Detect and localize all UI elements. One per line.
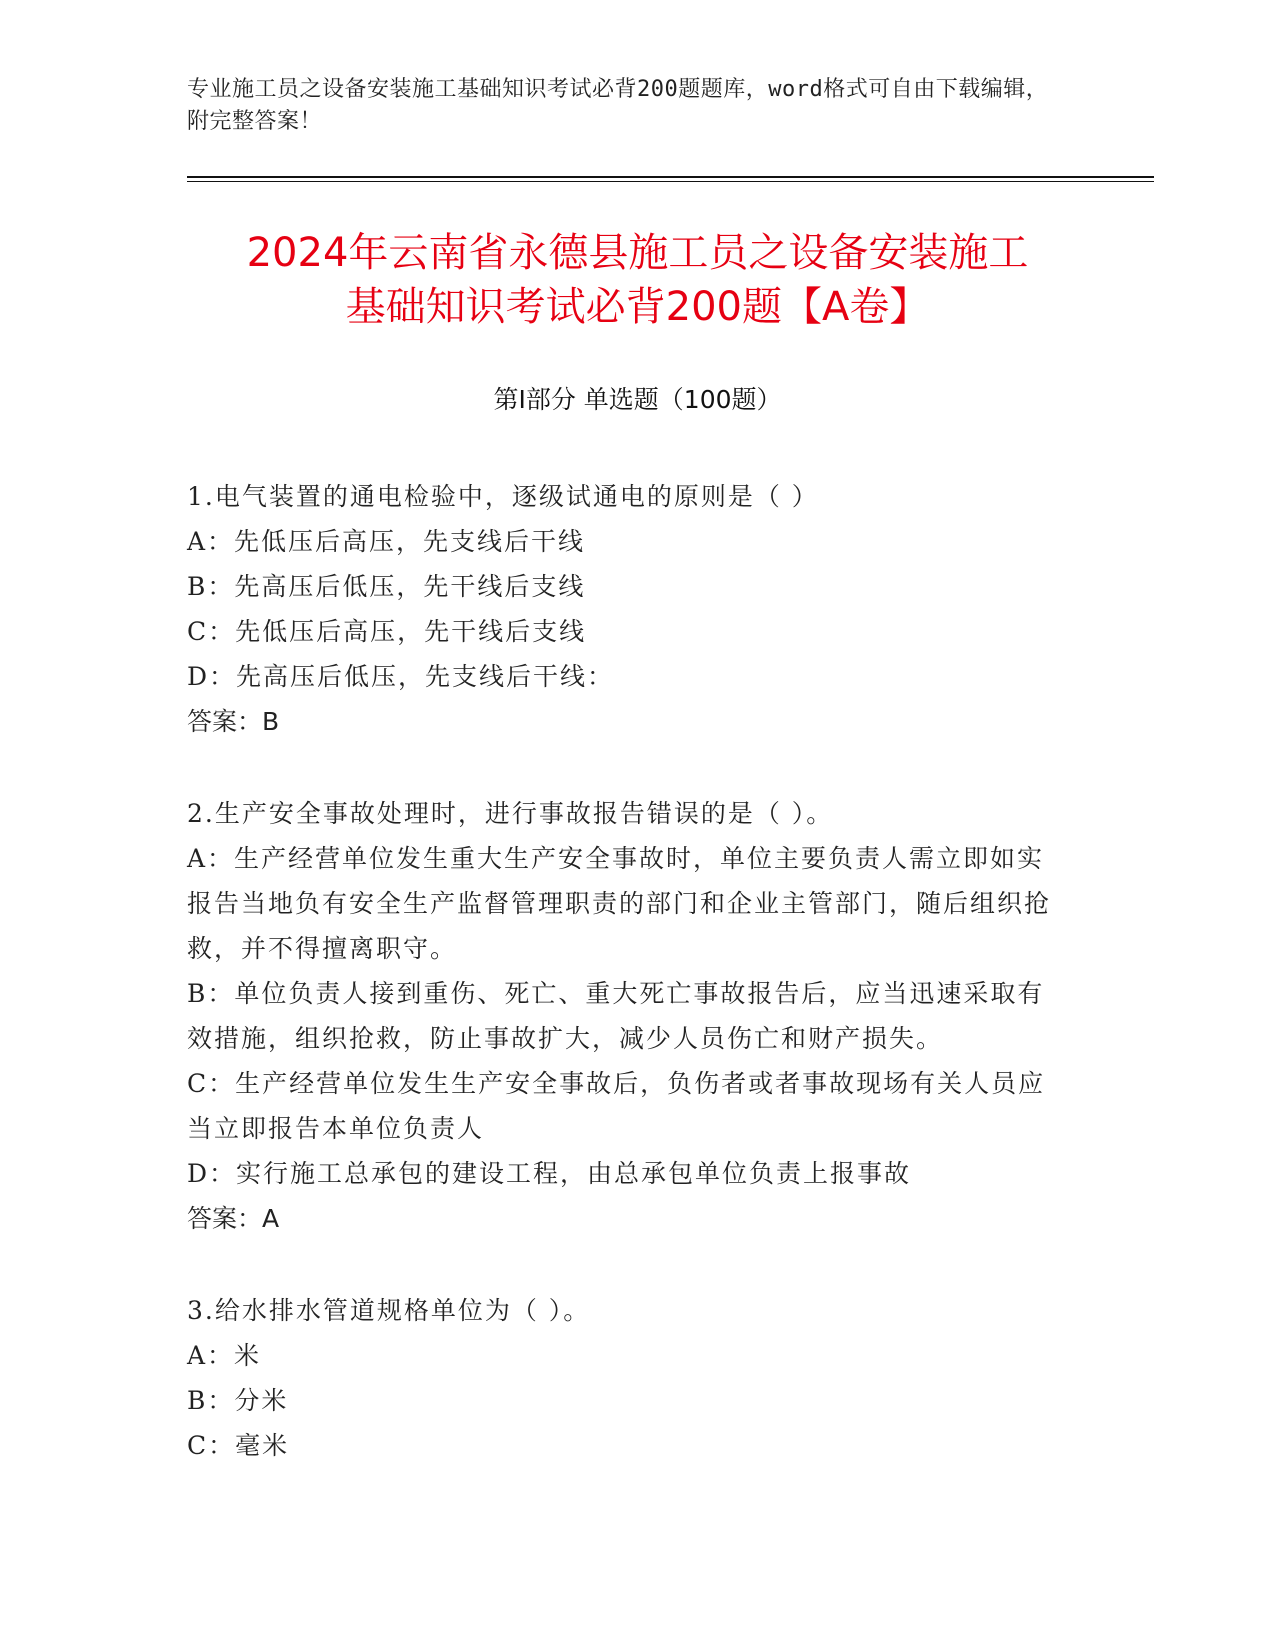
header-rule-thick <box>187 176 1154 178</box>
option-d: D：先高压后低压，先支线后干线： <box>187 662 615 691</box>
header-note: 专业施工员之设备安装施工基础知识考试必背200题题库，word格式可自由下载编辑，附完整答案！ <box>187 77 1049 134</box>
option-d: D：实行施工总承包的建设工程，由总承包单位负责上报事故 <box>187 1159 912 1188</box>
section-title: 第Ⅰ部分 单选题（100题） <box>493 385 782 414</box>
option-a: A：生产经营单位发生重大生产安全事故时，单位主要负责人需立即如实报告当地负有安全生产监督管理职责的部门和企业主管部门，随后组织抢救，并不得擅离职守。 <box>187 844 1052 963</box>
question-stem: 1.电气装置的通电检验中，逐级试通电的原则是（ ） <box>187 482 819 511</box>
answer: 答案：B <box>187 707 280 736</box>
option-a: A：先低压后高压，先支线后干线 <box>187 527 586 556</box>
option-c: C：生产经营单位发生生产安全事故后，负伤者或者事故现场有关人员应当立即报告本单位负责人 <box>187 1069 1046 1143</box>
question-1 <box>187 474 1067 744</box>
question-stem: 2.生产安全事故处理时，进行事故报告错误的是（ ）。 <box>187 799 834 828</box>
option-c: C：毫米 <box>187 1431 290 1460</box>
title-line-1: 2024年云南省永德县施工员之设备安装施工 <box>246 230 1029 276</box>
option-c: C：先低压后高压，先干线后支线 <box>187 617 587 646</box>
question-3 <box>187 1288 1067 1468</box>
option-b: B：分米 <box>187 1386 289 1415</box>
question-list <box>187 474 1067 1515</box>
header-rule-thin <box>187 181 1154 182</box>
title-line-2: 基础知识考试必背200题【A卷】 <box>345 284 930 330</box>
option-a: A：米 <box>187 1341 262 1370</box>
answer: 答案：A <box>187 1204 280 1233</box>
question-stem: 3.给水排水管道规格单位为（ ）。 <box>187 1296 591 1325</box>
option-b: B：单位负责人接到重伤、死亡、重大死亡事故报告后，应当迅速采取有效措施，组织抢救，防止事故扩大，减少人员伤亡和财产损失。 <box>187 979 1045 1053</box>
question-2 <box>187 791 1067 1241</box>
option-b: B：先高压后低压，先干线后支线 <box>187 572 586 601</box>
document-title <box>150 226 1125 334</box>
